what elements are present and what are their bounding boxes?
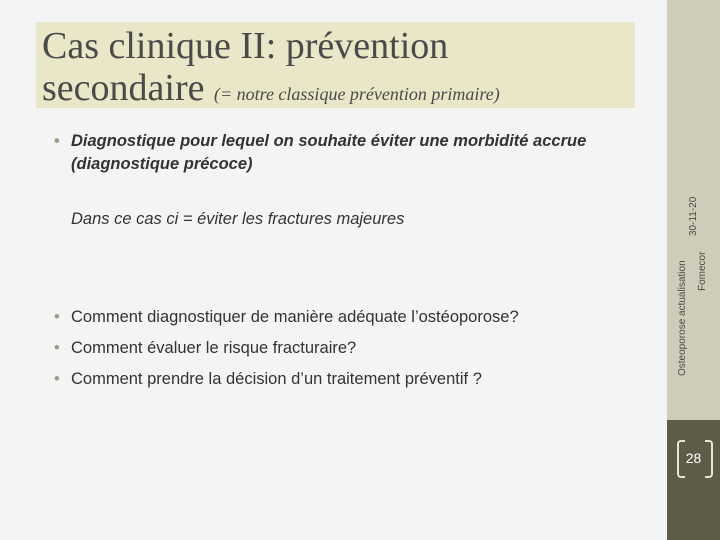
bullet-dot: • (54, 132, 60, 150)
list-item-text: Comment prendre la décision d’un traitement préventif ? (71, 370, 482, 388)
question-list (54, 302, 654, 395)
bullet-dot: • (54, 339, 60, 357)
bullet-text: Diagnostique pour lequel on souhaite éviter une morbidité accrue (diagnostique précoce) (71, 132, 587, 173)
title-main: secondaire (42, 67, 205, 109)
title-box (36, 22, 635, 108)
page-number: 28 (685, 450, 702, 466)
bullet-dot: • (54, 308, 60, 326)
footer-organization: Fomecor (697, 251, 708, 291)
title-line-1: Cas clinique II: prévention (42, 25, 449, 67)
bullet-diagnostique (54, 130, 644, 176)
list-item (54, 364, 654, 395)
title-subtitle: (= notre classique prévention primaire) (213, 84, 500, 104)
list-item-text: Comment évaluer le risque fracturaire? (71, 339, 357, 357)
footer-date: 30-11-20 (688, 196, 699, 236)
list-item-text: Comment diagnostiquer de manière adéquate l’ostéoporose? (71, 308, 519, 326)
bullet-dot: • (54, 370, 60, 388)
sub-line-fractures: Dans ce cas ci = éviter les fractures majeures (71, 210, 405, 228)
list-item (54, 333, 654, 364)
list-item (54, 302, 654, 333)
title-line-2 (42, 66, 500, 110)
footer-title: Osteoporose actualisation (677, 260, 688, 376)
